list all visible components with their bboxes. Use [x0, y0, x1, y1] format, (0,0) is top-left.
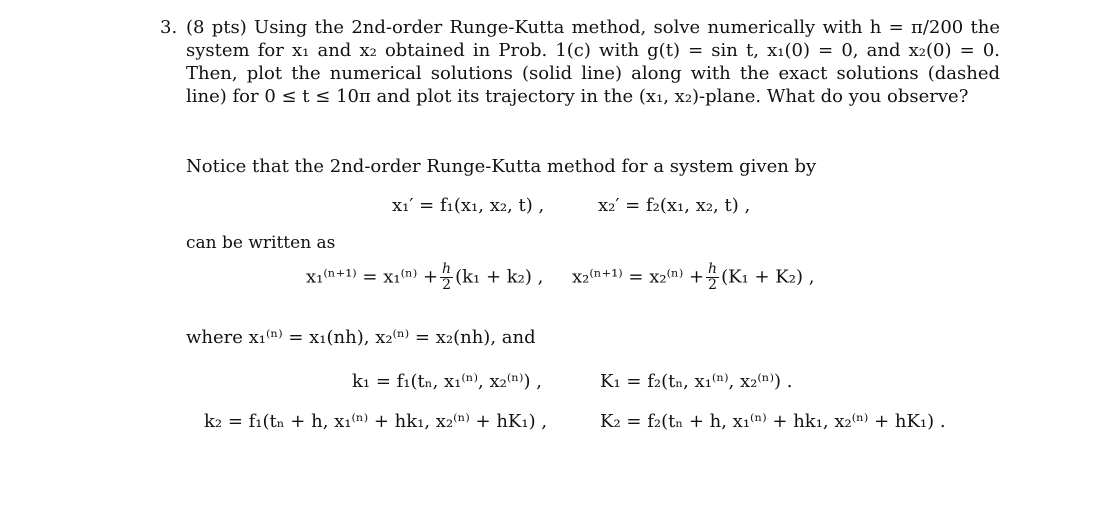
problem-statement [160, 16, 1000, 108]
k2-equation: k₂ = f₁(tₙ + h, x₁⁽ⁿ⁾ + hk₁, x₂⁽ⁿ⁾ + hK₁) , [204, 411, 548, 432]
x2-update-rhs: (K₁ + K₂) , [721, 266, 815, 288]
system-equation-1: x₁′ = f₁(x₁, x₂, t) , [392, 195, 545, 216]
x2-update-lhs: x₂⁽ⁿ⁺¹⁾ = x₂⁽ⁿ⁾ + [572, 266, 705, 288]
x1-update-rhs: (k₁ + k₂) , [455, 266, 544, 288]
notice-paragraph: Notice that the 2nd-order Runge-Kutta method for a system given by [186, 156, 817, 177]
half-h-fraction: $\frac{h}{2}$ [442, 261, 452, 293]
x1-update-equation [306, 262, 543, 293]
K1-equation: K₁ = f₂(tₙ, x₁⁽ⁿ⁾, x₂⁽ⁿ⁾) . [600, 371, 793, 392]
system-equation-2: x₂′ = f₂(x₁, x₂, t) , [598, 195, 751, 216]
problem-number: 3. [160, 17, 178, 38]
half-h-fraction: $\frac{h}{2}$ [708, 261, 718, 293]
problem-text: (8 pts) Using the 2nd-order Runge-Kutta method, solve numerically with h = π/200 the system for x₁ and x₂ obtained in Prob. 1(c) with g(t) = sin t, x₁(0) = 0, and x₂(0) = 0. Then, plot the numerical solutions (solid line) along with the exact solutions (dashed line) for 0 ≤ t ≤ 10π and plot its trajectory in the (x₁, x₂)-plane. What do you observe? [186, 17, 1000, 107]
where-definition: where x₁⁽ⁿ⁾ = x₁(nh), x₂⁽ⁿ⁾ = x₂(nh), and [186, 327, 536, 348]
x2-update-equation [572, 262, 814, 293]
K2-equation: K₂ = f₂(tₙ + h, x₁⁽ⁿ⁾ + hk₁, x₂⁽ⁿ⁾ + hK₁) . [600, 411, 946, 432]
k1-equation: k₁ = f₁(tₙ, x₁⁽ⁿ⁾, x₂⁽ⁿ⁾) , [352, 371, 542, 392]
x1-update-lhs: x₁⁽ⁿ⁺¹⁾ = x₁⁽ⁿ⁾ + [306, 266, 439, 288]
can-be-written-text: can be written as [186, 233, 336, 253]
